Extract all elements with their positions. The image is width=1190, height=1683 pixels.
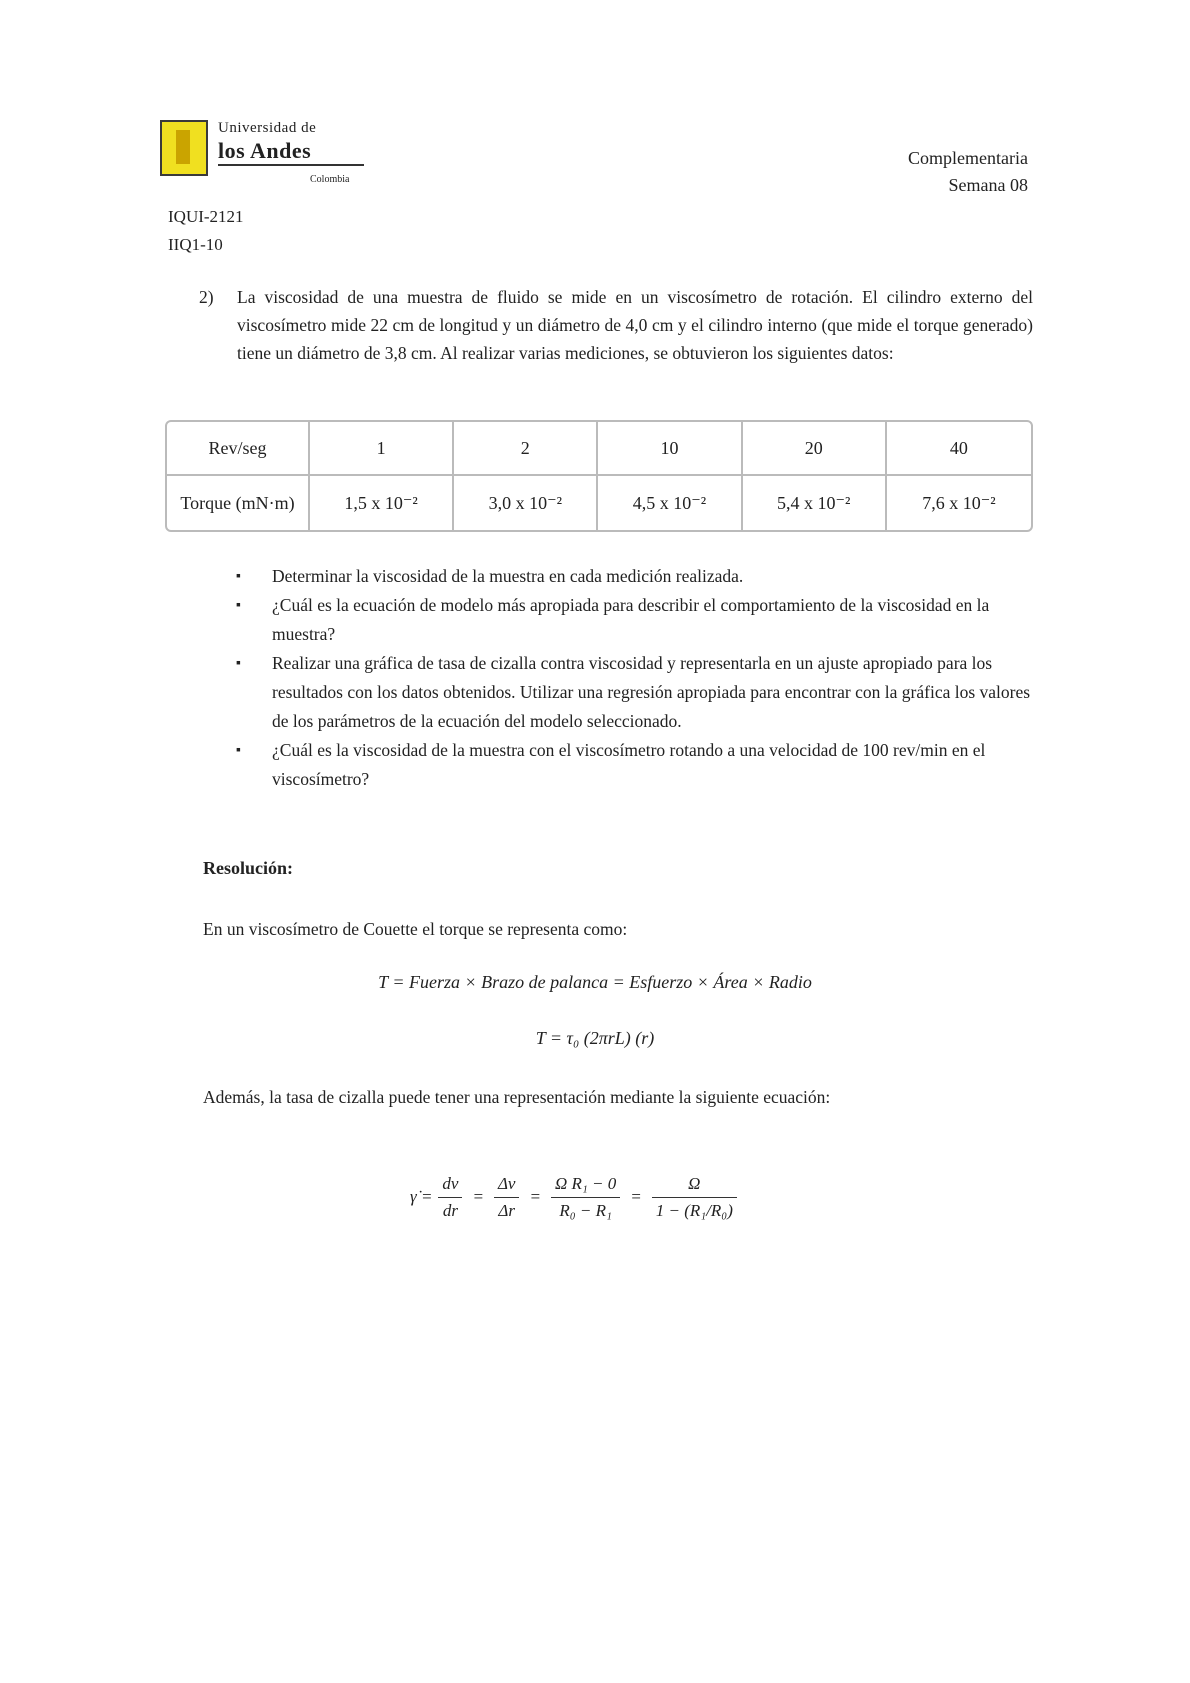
table-cell: 5,4 x 10⁻²: [743, 476, 887, 530]
fraction-numerator: Ω R₁ − 0: [554, 1173, 617, 1193]
equals-sign: =: [472, 1187, 484, 1206]
table-cell: 1: [310, 422, 454, 476]
torque-equation-2: T = τ₀ (2πrL) (r): [535, 1028, 655, 1048]
list-item: ▪ ¿Cuál es la ecuación de modelo más apropiada para describir el comportamiento de la viscosidad en la muestra?: [232, 591, 1032, 649]
logo-divider: [218, 164, 364, 166]
document-type-line2: Semana 08: [948, 175, 1028, 195]
fraction-denominator: R₀ − R₁: [559, 1200, 612, 1220]
fraction-numerator: Δv: [497, 1173, 516, 1193]
table-cell: 40: [887, 422, 1031, 476]
fraction-denominator: Δr: [498, 1200, 516, 1220]
fraction: [494, 1171, 520, 1224]
table-cell: 20: [743, 422, 887, 476]
resolution-title: Resolución:: [203, 858, 293, 878]
table-cell: 10: [598, 422, 742, 476]
fraction: [438, 1171, 462, 1224]
shear-rate-equation: [410, 1162, 743, 1232]
table-row-header-rev: Rev/seg: [167, 422, 310, 476]
fraction-denominator: dr: [442, 1200, 458, 1220]
task-list: [232, 562, 1032, 794]
university-shield-icon: [160, 120, 208, 176]
problem-statement: [199, 283, 1033, 367]
table-cell: 7,6 x 10⁻²: [922, 492, 996, 513]
fraction: [652, 1171, 737, 1224]
fraction-numerator: Ω: [688, 1173, 701, 1193]
list-item: ▪ Realizar una gráfica de tasa de cizalla contra viscosidad y representarla en un ajuste apropiado para los resultados con los datos obtenidos. Utilizar una regresión apropiada para encontrar con la gráfica los valores de los parámetros de la ecuación del modelo seleccionado.: [232, 649, 1032, 736]
university-name-line3: Colombia: [310, 174, 350, 185]
university-logo: [160, 118, 365, 194]
table-cell: 2: [454, 422, 598, 476]
equals-sign: =: [630, 1187, 642, 1206]
equals-sign: =: [529, 1187, 541, 1206]
table-row-header-torque: Torque (mN·m): [167, 476, 310, 530]
data-table: [165, 420, 1033, 532]
torque-equation: T = Fuerza × Brazo de palanca = Esfuerzo × Área × Radio: [378, 972, 812, 992]
course-info: [168, 203, 244, 259]
resolution-paragraph-2: Además, la tasa de cizalla puede tener una representación mediante la siguiente ecuación:: [203, 1087, 831, 1107]
fraction-numerator: dv: [442, 1173, 459, 1193]
course-section: IIQ1-10: [168, 235, 223, 254]
fraction: [551, 1171, 620, 1224]
university-name-line2: los Andes: [218, 138, 312, 163]
document-type: [908, 145, 1028, 199]
resolution-paragraph-1: En un viscosímetro de Couette el torque se representa como:: [203, 919, 628, 939]
table-cell: 4,5 x 10⁻²: [598, 476, 742, 530]
table-cell: 1,5 x 10⁻²: [310, 476, 454, 530]
equation-lhs: γ̇ =: [410, 1187, 433, 1206]
list-item: ▪ Determinar la viscosidad de la muestra en cada medición realizada.: [232, 562, 1032, 591]
table-cell: 3,0 x 10⁻²: [454, 476, 598, 530]
fraction-denominator: 1 − (R₁/R₀): [655, 1200, 733, 1220]
document-type-line1: Complementaria: [908, 148, 1028, 168]
list-item: ▪ ¿Cuál es la viscosidad de la muestra con el viscosímetro rotando a una velocidad de 100 rev/min en el viscosímetro?: [232, 736, 1032, 794]
university-name-line1: Universidad de: [218, 120, 317, 136]
problem-text: La viscosidad de una muestra de fluido se mide en un viscosímetro de rotación. El cilindro externo del viscosímetro mide 22 cm de longitud y un diámetro de 4,0 cm y el cilindro interno (que mide el torque generado) tiene un diámetro de 3,8 cm. Al realizar varias mediciones, se obtuvieron los siguientes datos:: [237, 287, 1033, 363]
course-code: IQUI-2121: [168, 207, 244, 226]
problem-number: 2): [199, 287, 214, 307]
